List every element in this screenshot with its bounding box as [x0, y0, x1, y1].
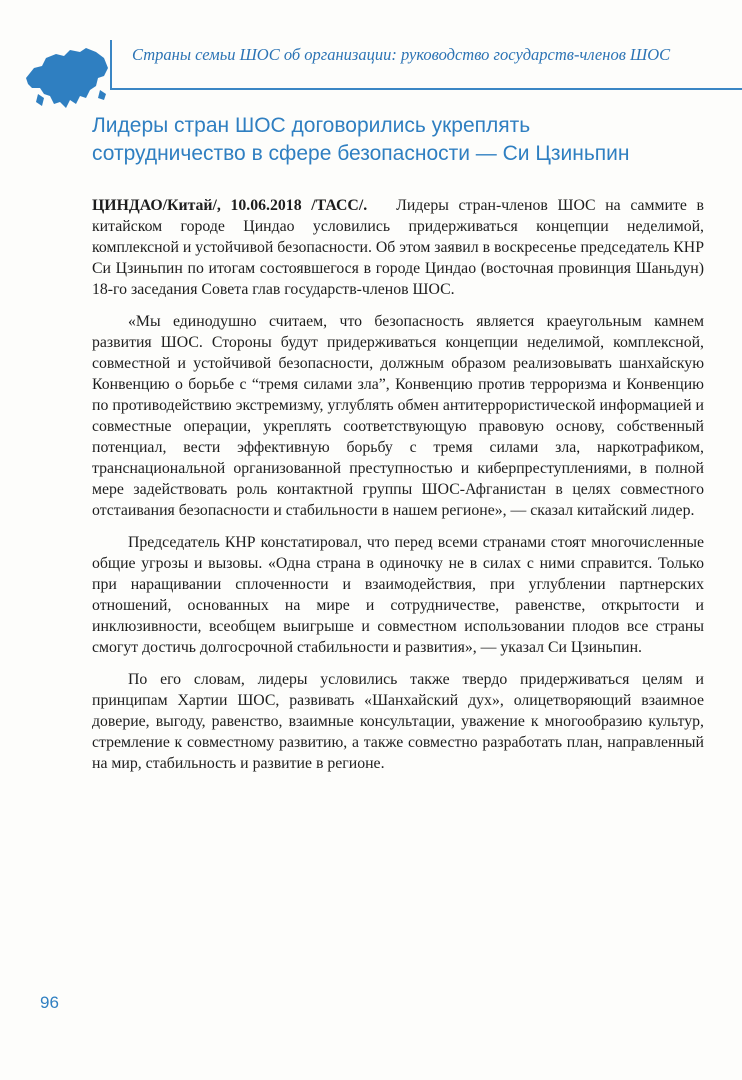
paragraph-text: Лидеры стран-членов ШОС на саммите в китайском городе Циндао условились придерживаться концепции неделимой, комплексной и устойчивой безопасности. Об этом заявил в воскресенье председатель КНР Си Цзиньпин по итогам состоявшегося в городе Циндао (восточная провинция Шаньдун) 18-го заседания Совета глав государств-членов ШОС. — [92, 197, 705, 298]
article-title-line-2: сотрудничество в сфере безопасности — Си Цзиньпин — [92, 142, 630, 165]
header-vertical-rule — [110, 40, 112, 88]
article-title — [92, 112, 712, 168]
dateline: ЦИНДАО/Китай/, 10.06.2018 /ТАСС/. — [92, 197, 368, 214]
article-paragraph-3: Председатель КНР констатировал, что перед всеми странами стоят многочисленные общие угрозы и вызовы. «Одна страна в одиночку не в силах с ними справится. Только при наращивании сплоченности и взаимодействия, при углублении партнерских отношений, основанных на мире и сотрудничестве, равенстве, открытости и инклюзивности, всеобщем выигрыше и совместном использовании плодов все страны смогут достичь долгосрочной стабильности и развития», — указал Си Цзиньпин. — [92, 534, 704, 656]
eurasia-map-icon — [20, 38, 112, 118]
running-header-title: Страны семьи ШОС об организации: руководство государств-членов ШОС — [132, 45, 671, 64]
article-paragraph-2: «Мы единодушно считаем, что безопасность является краеугольным камнем развития ШОС. Стороны будут придерживаться концепции неделимой, комплексной, совместной и устойчивой безопасности, должным образом реализовывать шанхайскую Конвенцию о борьбе с “тремя силами зла”, Конвенцию против терроризма и Конвенцию по противодействию экстремизму, углублять обмен антитеррористической информацией и совместные операции, укреплять соответствующую правовую основу, собственный потенциал, вести эффективную борьбу с тремя силами зла, наркотрафиком, транснациональной организованной преступностью и киберпреступлениями, в полной мере задействовать роль контактной группы ШОС-Афганистан в целях совместного отстаивания безопасности и стабильности в нашем регионе», — сказал китайский лидер. — [92, 313, 704, 519]
article-paragraph-1 — [92, 195, 704, 300]
header-horizontal-rule — [110, 88, 742, 90]
article-paragraph-4: По его словам, лидеры условились также твердо придерживаться целям и принципам Хартии ШОС, развивать «Шанхайский дух», олицетворяющий взаимное доверие, выгоду, равенство, взаимные консультации, уважение к многообразию культур, стремление к совместному развитию, а также совместно разработать план, направленный на мир, стабильность и развитие в регионе. — [92, 671, 704, 772]
page-header — [0, 30, 742, 120]
page-number: 96 — [40, 993, 59, 1012]
article-body — [92, 195, 704, 785]
article-title-line-1: Лидеры стран ШОС договорились укреплять — [92, 114, 531, 137]
